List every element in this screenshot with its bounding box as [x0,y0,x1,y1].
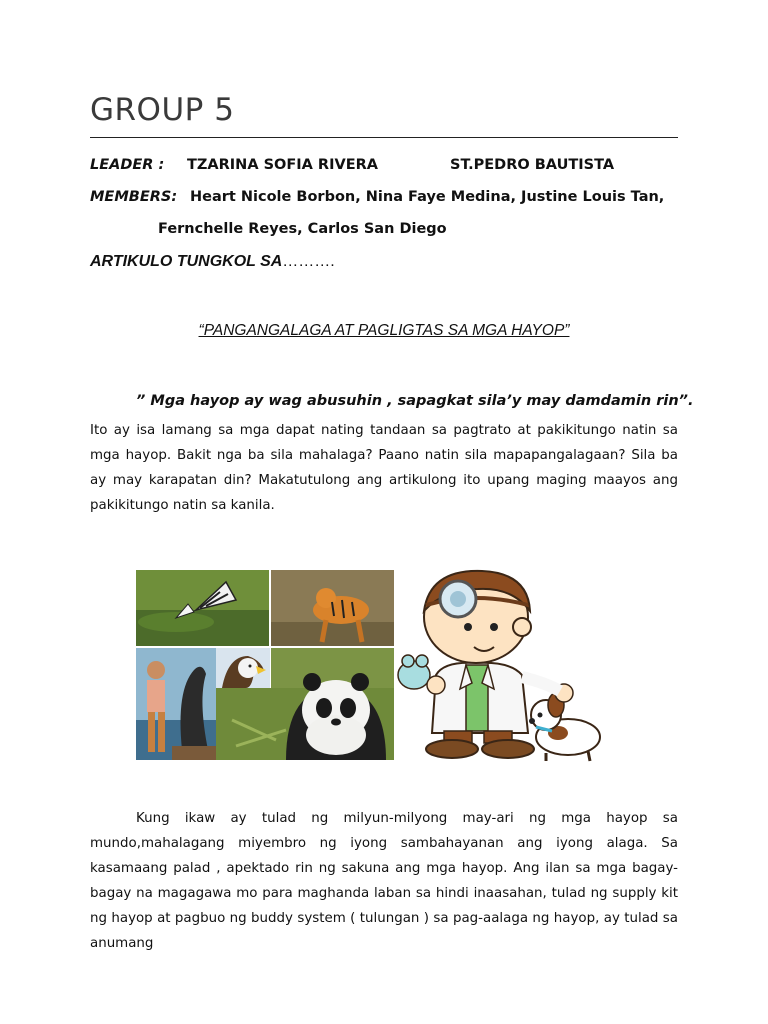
paragraph-2: Kung ikaw ay tulad ng milyun-milyong may-ari ng mga hayop sa mundo,mahalagang miyembro ng iyong sambahayanan ang iyong alaga. Sa kasamaang palad , apektado rin ng sakuna ang mga hayop. Ang ilan sa mga bagay-bagay na magagawa mo para maghanda laban sa hindi inaasahan, tulad ng supply kit ng hayop at pagbuo ng buddy system ( tulungan ) sa pag-aalaga ng hayop, ay tulad sa anumang [90,811,678,951]
cartoon-veterinarian [396,565,618,765]
artikulo-label: ARTIKULO TUNGKOL SA [90,253,283,270]
leader-section: ST.PEDRO BAUTISTA [450,157,615,173]
leader-row [90,157,164,173]
group-title: GROUP 5 [90,92,235,128]
artikulo-dots: ………. [282,253,335,270]
article-title-row [0,322,768,340]
members-label-row [90,189,177,205]
paragraph-1: Ito ay isa lamang sa mga dapat nating tandaan sa pagtrato at pakikitungo natin sa mga hayop. Bakit nga ba sila mahalaga? Paano natin sila mapapangalagaan? Sila ba ay may karapatan din? Makatutulong ang artikulong ito upang maging maayos ang pakikitungo natin sa kanila. [90,423,678,513]
animal-collage-photo [136,570,394,760]
artikulo-heading [90,253,335,271]
opening-quote: ” Mga hayop ay wag abusuhin , sapagkat sila’y may damdamin rin”. [136,393,694,409]
members-line-1: Heart Nicole Borbon, Nina Faye Medina, Justine Louis Tan, [190,189,665,205]
leader-name: TZARINA SOFIA RIVERA [187,157,379,173]
title-divider [90,137,678,138]
article-title: “PANGANGALAGA AT PAGLIGTAS SA MGA HAYOP” [198,322,570,339]
members-line-2: Fernchelle Reyes, Carlos San Diego [158,221,447,237]
leader-label: LEADER : [90,157,165,173]
members-label: MEMBERS: [90,189,178,205]
